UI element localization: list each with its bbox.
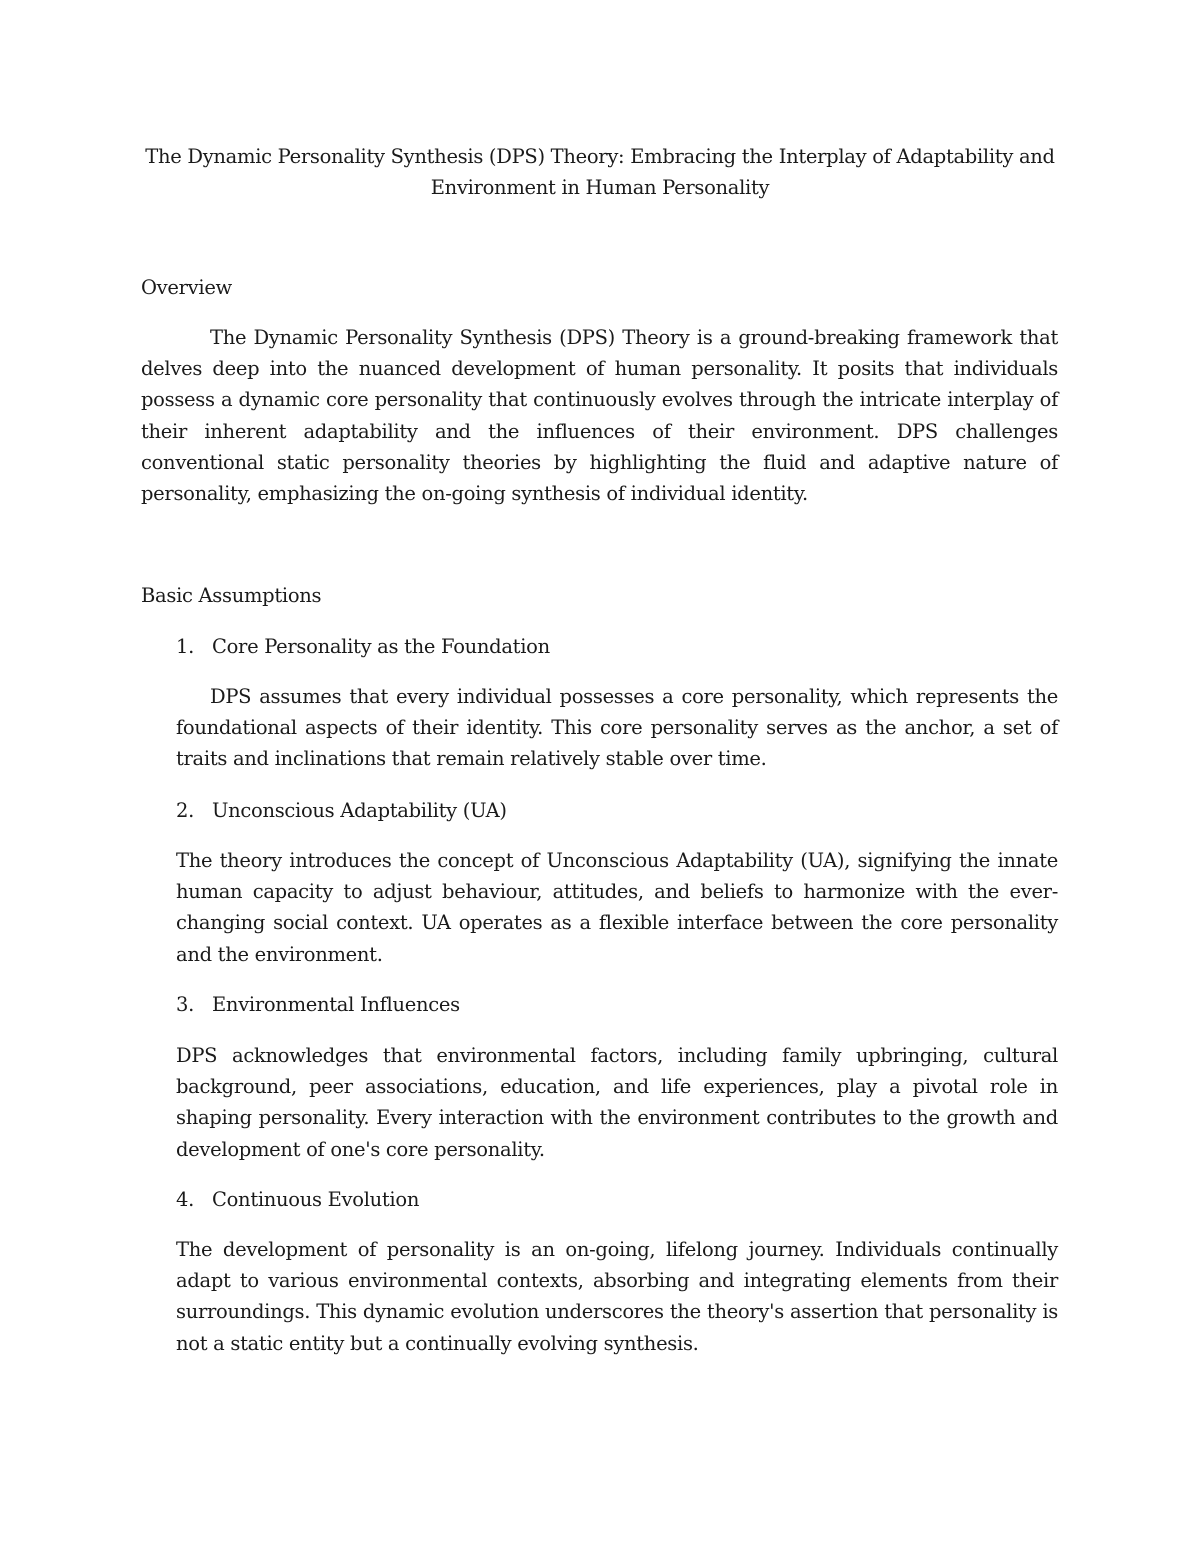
document-title-line-2: Environment in Human Personality: [430, 176, 770, 199]
assumption-item-1-number: 1.: [176, 635, 195, 658]
assumption-item-4-title: Continuous Evolution: [212, 1188, 420, 1211]
assumption-item-3-title: Environmental Influences: [212, 993, 460, 1016]
assumption-item-1-title-row: [176, 631, 550, 662]
overview-heading: Overview: [141, 276, 232, 299]
assumption-item-2-number: 2.: [176, 799, 195, 822]
assumption-item-2-title-row: [176, 795, 507, 826]
assumption-item-4-title-row: [176, 1184, 419, 1215]
document-title: [140, 141, 1060, 203]
assumption-item-3-text: DPS acknowledges that environmental factors, including family upbringing, cultural background, peer associations, education, and life experiences, play a pivotal role in shaping personality. Every interaction with the environment contributes to the growth and development of one's core personality.: [176, 1044, 1058, 1161]
assumption-item-4-text: The development of personality is an on-going, lifelong journey. Individuals continually adapt to various environmental contexts, absorbing and integrating elements from their surroundings. This dynamic evolution underscores the theory's assertion that personality is not a static entity but a continually evolving synthesis.: [176, 1238, 1058, 1355]
assumption-item-1-title: Core Personality as the Foundation: [212, 635, 550, 658]
overview-paragraph: The Dynamic Personality Synthesis (DPS) Theory is a ground-breaking framework that delves deep into the nuanced development of human personality. It posits that individuals possess a dynamic core personality that continuously evolves through the intricate interplay of their inherent adaptability and the influences of their environment. DPS challenges conventional static personality theories by highlighting the fluid and adaptive nature of personality, emphasizing the on-going synthesis of individual identity.: [141, 326, 1058, 506]
assumption-item-2-text: The theory introduces the concept of Unconscious Adaptability (UA), signifying the innate human capacity to adjust behaviour, attitudes, and beliefs to harmonize with the ever-changing social context. UA operates as a flexible interface between the core personality and the environment.: [176, 849, 1058, 966]
assumption-item-3-number: 3.: [176, 993, 195, 1016]
assumption-item-1-text: DPS assumes that every individual possesses a core personality, which represents the foundational aspects of their identity. This core personality serves as the anchor, a set of traits and inclinations that remain relatively stable over time.: [176, 685, 1058, 771]
assumption-item-4-number: 4.: [176, 1188, 195, 1211]
basic-assumptions-heading: Basic Assumptions: [141, 584, 322, 607]
assumption-item-2-title: Unconscious Adaptability (UA): [212, 799, 507, 822]
document-title-line-1: The Dynamic Personality Synthesis (DPS) Theory: Embracing the Interplay of Adaptability and: [145, 145, 1055, 168]
assumption-item-3-title-row: [176, 989, 460, 1020]
